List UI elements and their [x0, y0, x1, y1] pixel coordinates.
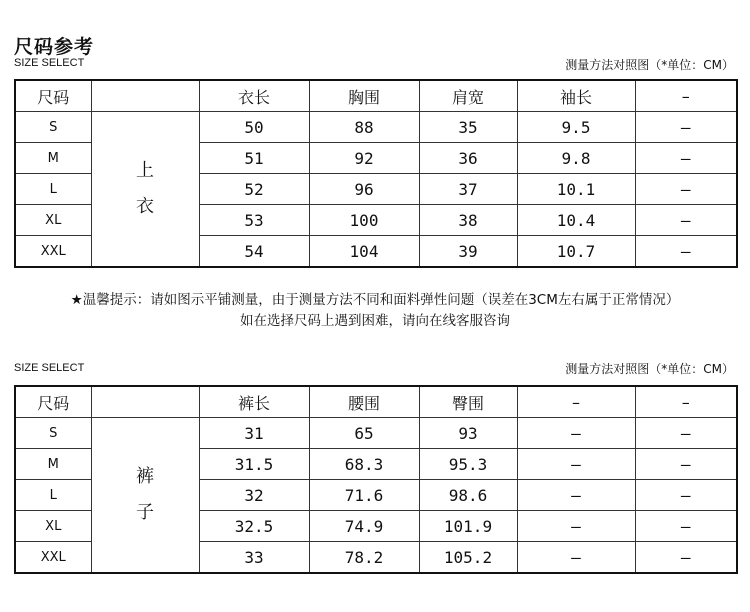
size-label: M	[15, 143, 91, 174]
table-cell: 36	[419, 143, 517, 174]
size-label: L	[15, 174, 91, 205]
category-label-pants	[91, 418, 199, 574]
section-subtitle: SIZE SELECT	[14, 362, 85, 374]
table-cell: 53	[199, 205, 309, 236]
table-cell: 98.6	[419, 480, 517, 511]
table-cell: 51	[199, 143, 309, 174]
table-cell: –	[517, 418, 635, 449]
header-cell-pants-length: 裤长	[199, 386, 309, 418]
size-label: S	[15, 112, 91, 143]
table-cell: 95.3	[419, 449, 517, 480]
table-cell: 31.5	[199, 449, 309, 480]
table-cell: 33	[199, 542, 309, 574]
page-title: 尺码参考	[14, 36, 95, 58]
size-label: S	[15, 418, 91, 449]
table-cell: 52	[199, 174, 309, 205]
header-cell-shoulder: 肩宽	[419, 80, 517, 112]
table-cell: 37	[419, 174, 517, 205]
header-cell-blank	[91, 386, 199, 418]
notice-line-1: ★温馨提示：请如图示平铺测量，由于测量方法不同和面料弹性问题（误差在3CM左右属于正常情况）	[70, 292, 680, 308]
size-label: XL	[15, 511, 91, 542]
table-header-row	[15, 80, 737, 112]
table-cell: –	[635, 449, 737, 480]
table-cell: 32	[199, 480, 309, 511]
page-subtitle: SIZE SELECT	[14, 57, 85, 69]
table-cell: –	[635, 480, 737, 511]
header-cell-size: 尺码	[15, 386, 91, 418]
table-cell: 9.5	[517, 112, 635, 143]
unit-note: 测量方法对照图（*单位：CM）	[565, 58, 734, 72]
header-cell-empty: –	[517, 386, 635, 418]
bottom-size-table	[14, 385, 738, 574]
header-cell-length: 衣长	[199, 80, 309, 112]
table-cell: –	[635, 205, 737, 236]
table-cell: –	[517, 480, 635, 511]
table-cell: 88	[309, 112, 419, 143]
size-label: L	[15, 480, 91, 511]
table-cell: –	[635, 236, 737, 268]
table-cell: 38	[419, 205, 517, 236]
table-cell: 65	[309, 418, 419, 449]
header-cell-empty: –	[635, 80, 737, 112]
category-char: 子	[136, 502, 154, 523]
table-cell: 100	[309, 205, 419, 236]
table-cell: 9.8	[517, 143, 635, 174]
table-cell: 101.9	[419, 511, 517, 542]
table-cell: –	[635, 542, 737, 574]
unit-note-2: 测量方法对照图（*单位：CM）	[565, 362, 734, 376]
header-cell-sleeve: 袖长	[517, 80, 635, 112]
header-cell-blank	[91, 80, 199, 112]
table-cell: 105.2	[419, 542, 517, 574]
table-cell: 10.4	[517, 205, 635, 236]
table-cell: 74.9	[309, 511, 419, 542]
header-cell-waist: 腰围	[309, 386, 419, 418]
size-label: XL	[15, 205, 91, 236]
table-cell: 31	[199, 418, 309, 449]
size-label: M	[15, 449, 91, 480]
table-cell: –	[517, 449, 635, 480]
top-size-table	[14, 79, 738, 268]
table-row	[15, 112, 737, 143]
table-cell: –	[517, 511, 635, 542]
header-cell-chest: 胸围	[309, 80, 419, 112]
header-cell-hip: 臀围	[419, 386, 517, 418]
table-cell: 10.1	[517, 174, 635, 205]
table-cell: 68.3	[309, 449, 419, 480]
table-cell: 71.6	[309, 480, 419, 511]
size-label: XXL	[15, 236, 91, 268]
header-cell-empty: –	[635, 386, 737, 418]
category-label-top	[91, 112, 199, 268]
size-label: XXL	[15, 542, 91, 574]
table-cell: –	[635, 174, 737, 205]
header-cell-size: 尺码	[15, 80, 91, 112]
table-cell: –	[635, 511, 737, 542]
notice-line-2: 如在选择尺码上遇到困难，请向在线客服咨询	[240, 313, 510, 329]
table-cell: 39	[419, 236, 517, 268]
table-cell: 92	[309, 143, 419, 174]
category-char: 裤	[136, 466, 154, 487]
table-cell: –	[517, 542, 635, 574]
table-cell: 104	[309, 236, 419, 268]
table-cell: 50	[199, 112, 309, 143]
table-cell: –	[635, 112, 737, 143]
table-cell: –	[635, 143, 737, 174]
category-char: 衣	[136, 196, 154, 217]
table-cell: –	[635, 418, 737, 449]
table-header-row	[15, 386, 737, 418]
table-cell: 54	[199, 236, 309, 268]
table-cell: 78.2	[309, 542, 419, 574]
table-row	[15, 418, 737, 449]
table-cell: 93	[419, 418, 517, 449]
table-cell: 10.7	[517, 236, 635, 268]
table-cell: 32.5	[199, 511, 309, 542]
table-cell: 96	[309, 174, 419, 205]
table-cell: 35	[419, 112, 517, 143]
category-char: 上	[136, 160, 154, 181]
